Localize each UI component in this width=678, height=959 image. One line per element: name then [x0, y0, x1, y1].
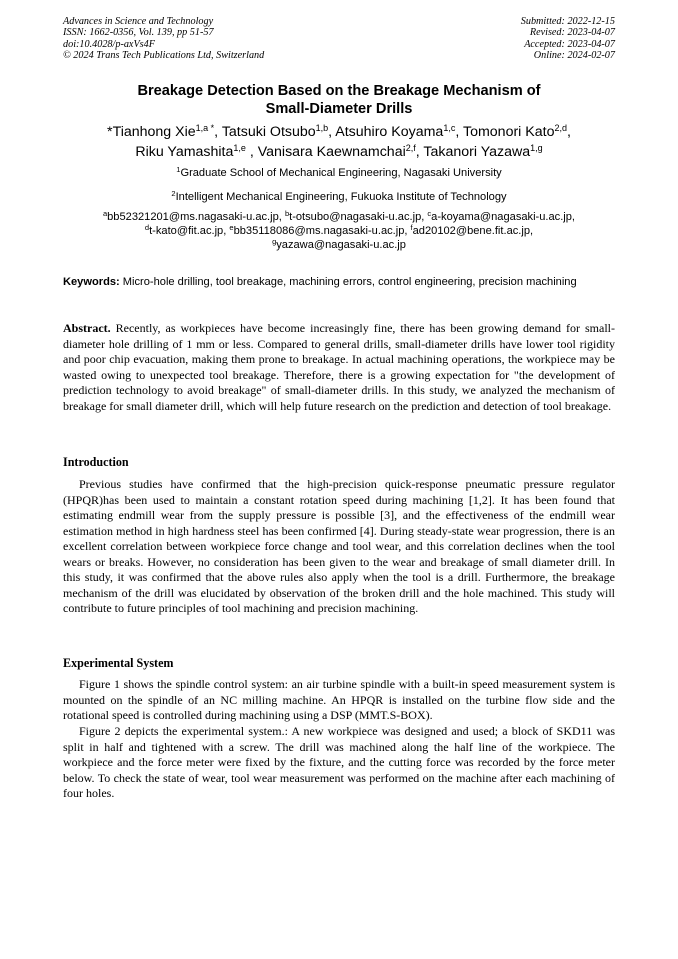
author-affiliation-mark: 1,g	[530, 142, 543, 153]
introduction-heading: Introduction	[63, 455, 129, 469]
author-emails	[63, 211, 615, 252]
journal-issn: ISSN: 1662-0356, Vol. 139, pp 51-57	[63, 27, 214, 39]
author-affiliation-mark: 2,f	[405, 142, 416, 153]
affiliation-mark: 1	[176, 165, 181, 174]
title-line-2: Small-Diameter Drills	[265, 101, 413, 117]
title-line-1: Breakage Detection Based on the Breakage Mechanism of	[137, 83, 541, 99]
email-mark: b	[284, 209, 290, 218]
keywords	[63, 275, 615, 289]
author-separator: ,	[566, 124, 571, 140]
email-link[interactable]: bb35118086@ms.nagasaki-u.ac.jp,	[233, 224, 411, 237]
author-separator: ,	[328, 124, 336, 140]
experimental-paragraph-2: Figure 2 depicts the experimental system.: A new workpiece was designed and used; a block of SKD11 was split in half and tightened with a screw. The drill was machined along the half line of the workpiece. The workpiece and the force meter were fixed by the fixture, and the cutting force was recorded by the force meter below. To check the state of wear, tool wear measurement was performed on the machine after each machining of four holes.	[63, 724, 615, 800]
email-link[interactable]: bb52321201@ms.nagasaki-u.ac.jp,	[107, 211, 285, 223]
email-line-3	[63, 236, 615, 253]
affiliation-text: Intelligent Mechanical Engineering, Fukuoka Institute of Technology	[175, 191, 507, 203]
author-affiliation-mark: 1,a *	[195, 123, 215, 133]
author-affiliation-mark: 1,b	[315, 123, 329, 133]
author-separator: ,	[455, 124, 463, 140]
author-name: *Tianhong Xie	[107, 124, 196, 140]
keywords-label: Keywords:	[63, 276, 120, 288]
email-mark: d	[144, 222, 150, 232]
affiliation-1	[63, 166, 615, 180]
date-accepted: Accepted: 2023-04-07	[524, 38, 615, 50]
email-mark: c	[427, 209, 432, 218]
author-affiliation-mark: 1,c	[443, 123, 456, 133]
author-name: Atsuhiro Koyama	[335, 124, 444, 140]
author-name: Takanori Yazawa	[423, 143, 531, 160]
affiliation-2	[63, 190, 615, 204]
author-name: Tomonori Kato	[462, 124, 555, 140]
publication-dates	[521, 16, 615, 61]
date-revised: Revised: 2023-04-07	[529, 27, 615, 39]
author-list	[63, 123, 615, 162]
email-link[interactable]: t-kato@fit.ac.jp,	[149, 224, 230, 237]
email-link[interactable]: a-koyama@nagasaki-u.ac.jp,	[431, 211, 576, 223]
author-name: Vanisara Kaewnamchai	[257, 143, 406, 160]
email-link[interactable]: t-otsubo@nagasaki-u.ac.jp,	[289, 211, 428, 223]
author-separator: ,	[415, 143, 424, 160]
affiliation-mark: 2	[171, 189, 176, 198]
introduction-paragraph: Previous studies have confirmed that the high-precision quick-response pneumatic pressure regulator (HPQR)has been used to maintain a constant rotation speed during machining [1,2]. It has been found that estimating endmill wear from the supply pressure is possible [3], and the effectiveness of the endmill wear estimation method in high hardness steel has been confirmed [4]. During steady-state wear progression, there is an excellent correlation between workpiece force change and tool wear, and this correlation declines when the tool wears or breaks. However, no consideration has been given to the wear and breakage of small diameter drill. In this study, it was confirmed that the above rules also apply when the tool is a drill. Furthermore, the breakage mechanism of the drill was elucidated by observation of the broken drill and the hole machined. This study will contribute to future principles of tool machining and precision machining.	[63, 477, 615, 615]
email-link[interactable]: ad20102@bene.fit.ac.jp,	[412, 224, 534, 237]
author-name: Tatsuki Otsubo	[221, 124, 316, 140]
email-mark: e	[229, 222, 234, 232]
experimental-paragraph-1: Figure 1 shows the spindle control system: an air turbine spindle with a built-in speed measurement system is mounted on the spindle of an NC milling machine. An HPQR is installed on the turbine flow side and the rotational speed is controlled during machining using a DSP (MMT.S-BOX).	[63, 677, 615, 722]
email-mark: a	[102, 209, 108, 218]
date-submitted: Submitted: 2022-12-15	[520, 16, 615, 27]
abstract-label: Abstract.	[63, 321, 111, 335]
experimental-heading: Experimental System	[63, 656, 174, 670]
email-line-2	[63, 222, 615, 239]
author-affiliation-mark: 1,e	[233, 142, 246, 153]
author-separator: ,	[245, 143, 258, 160]
date-online: Online: 2024-02-07	[533, 49, 615, 61]
email-mark: f	[410, 222, 413, 232]
affiliation-text: Graduate School of Mechanical Engineering, Nagasaki University	[180, 167, 502, 179]
journal-name: Advances in Science and Technology	[63, 16, 214, 27]
author-separator: ,	[214, 124, 222, 140]
journal-info	[63, 16, 264, 61]
paper-title	[63, 82, 615, 118]
author-name: Riku Yamashita	[135, 143, 234, 160]
journal-doi[interactable]: doi:10.4028/p-axVs4F	[63, 38, 155, 50]
email-mark: g	[272, 236, 277, 246]
abstract	[63, 321, 615, 414]
email-link[interactable]: yazawa@nagasaki-u.ac.jp	[276, 238, 406, 251]
author-affiliation-mark: 2,d	[554, 123, 567, 133]
journal-copyright: © 2024 Trans Tech Publications Ltd, Switzerland	[63, 49, 265, 61]
author-line-1	[63, 123, 615, 143]
author-line-2	[63, 143, 615, 163]
abstract-text: Recently, as workpieces have become increasingly fine, there has been growing demand for small-diameter hole drilling of 1 mm or less. Compared to general drills, small-diameter drills have lower tool rigidity and poor chip evacuation, making them prone to breakage. In actual machining operations, the workpiece may be wasted owing to unexpected tool breakage. Therefore, there is a growing expectation for "the development of prediction technology to avoid breakage" of small-diameter drills. In this study, we analyzed the mechanism of breakage for small diameter drill, which will help future research on the prediction and detection of tool breakage.	[63, 321, 615, 413]
keywords-text: Micro-hole drilling, tool breakage, machining errors, control engineering, precision machining	[119, 276, 577, 288]
